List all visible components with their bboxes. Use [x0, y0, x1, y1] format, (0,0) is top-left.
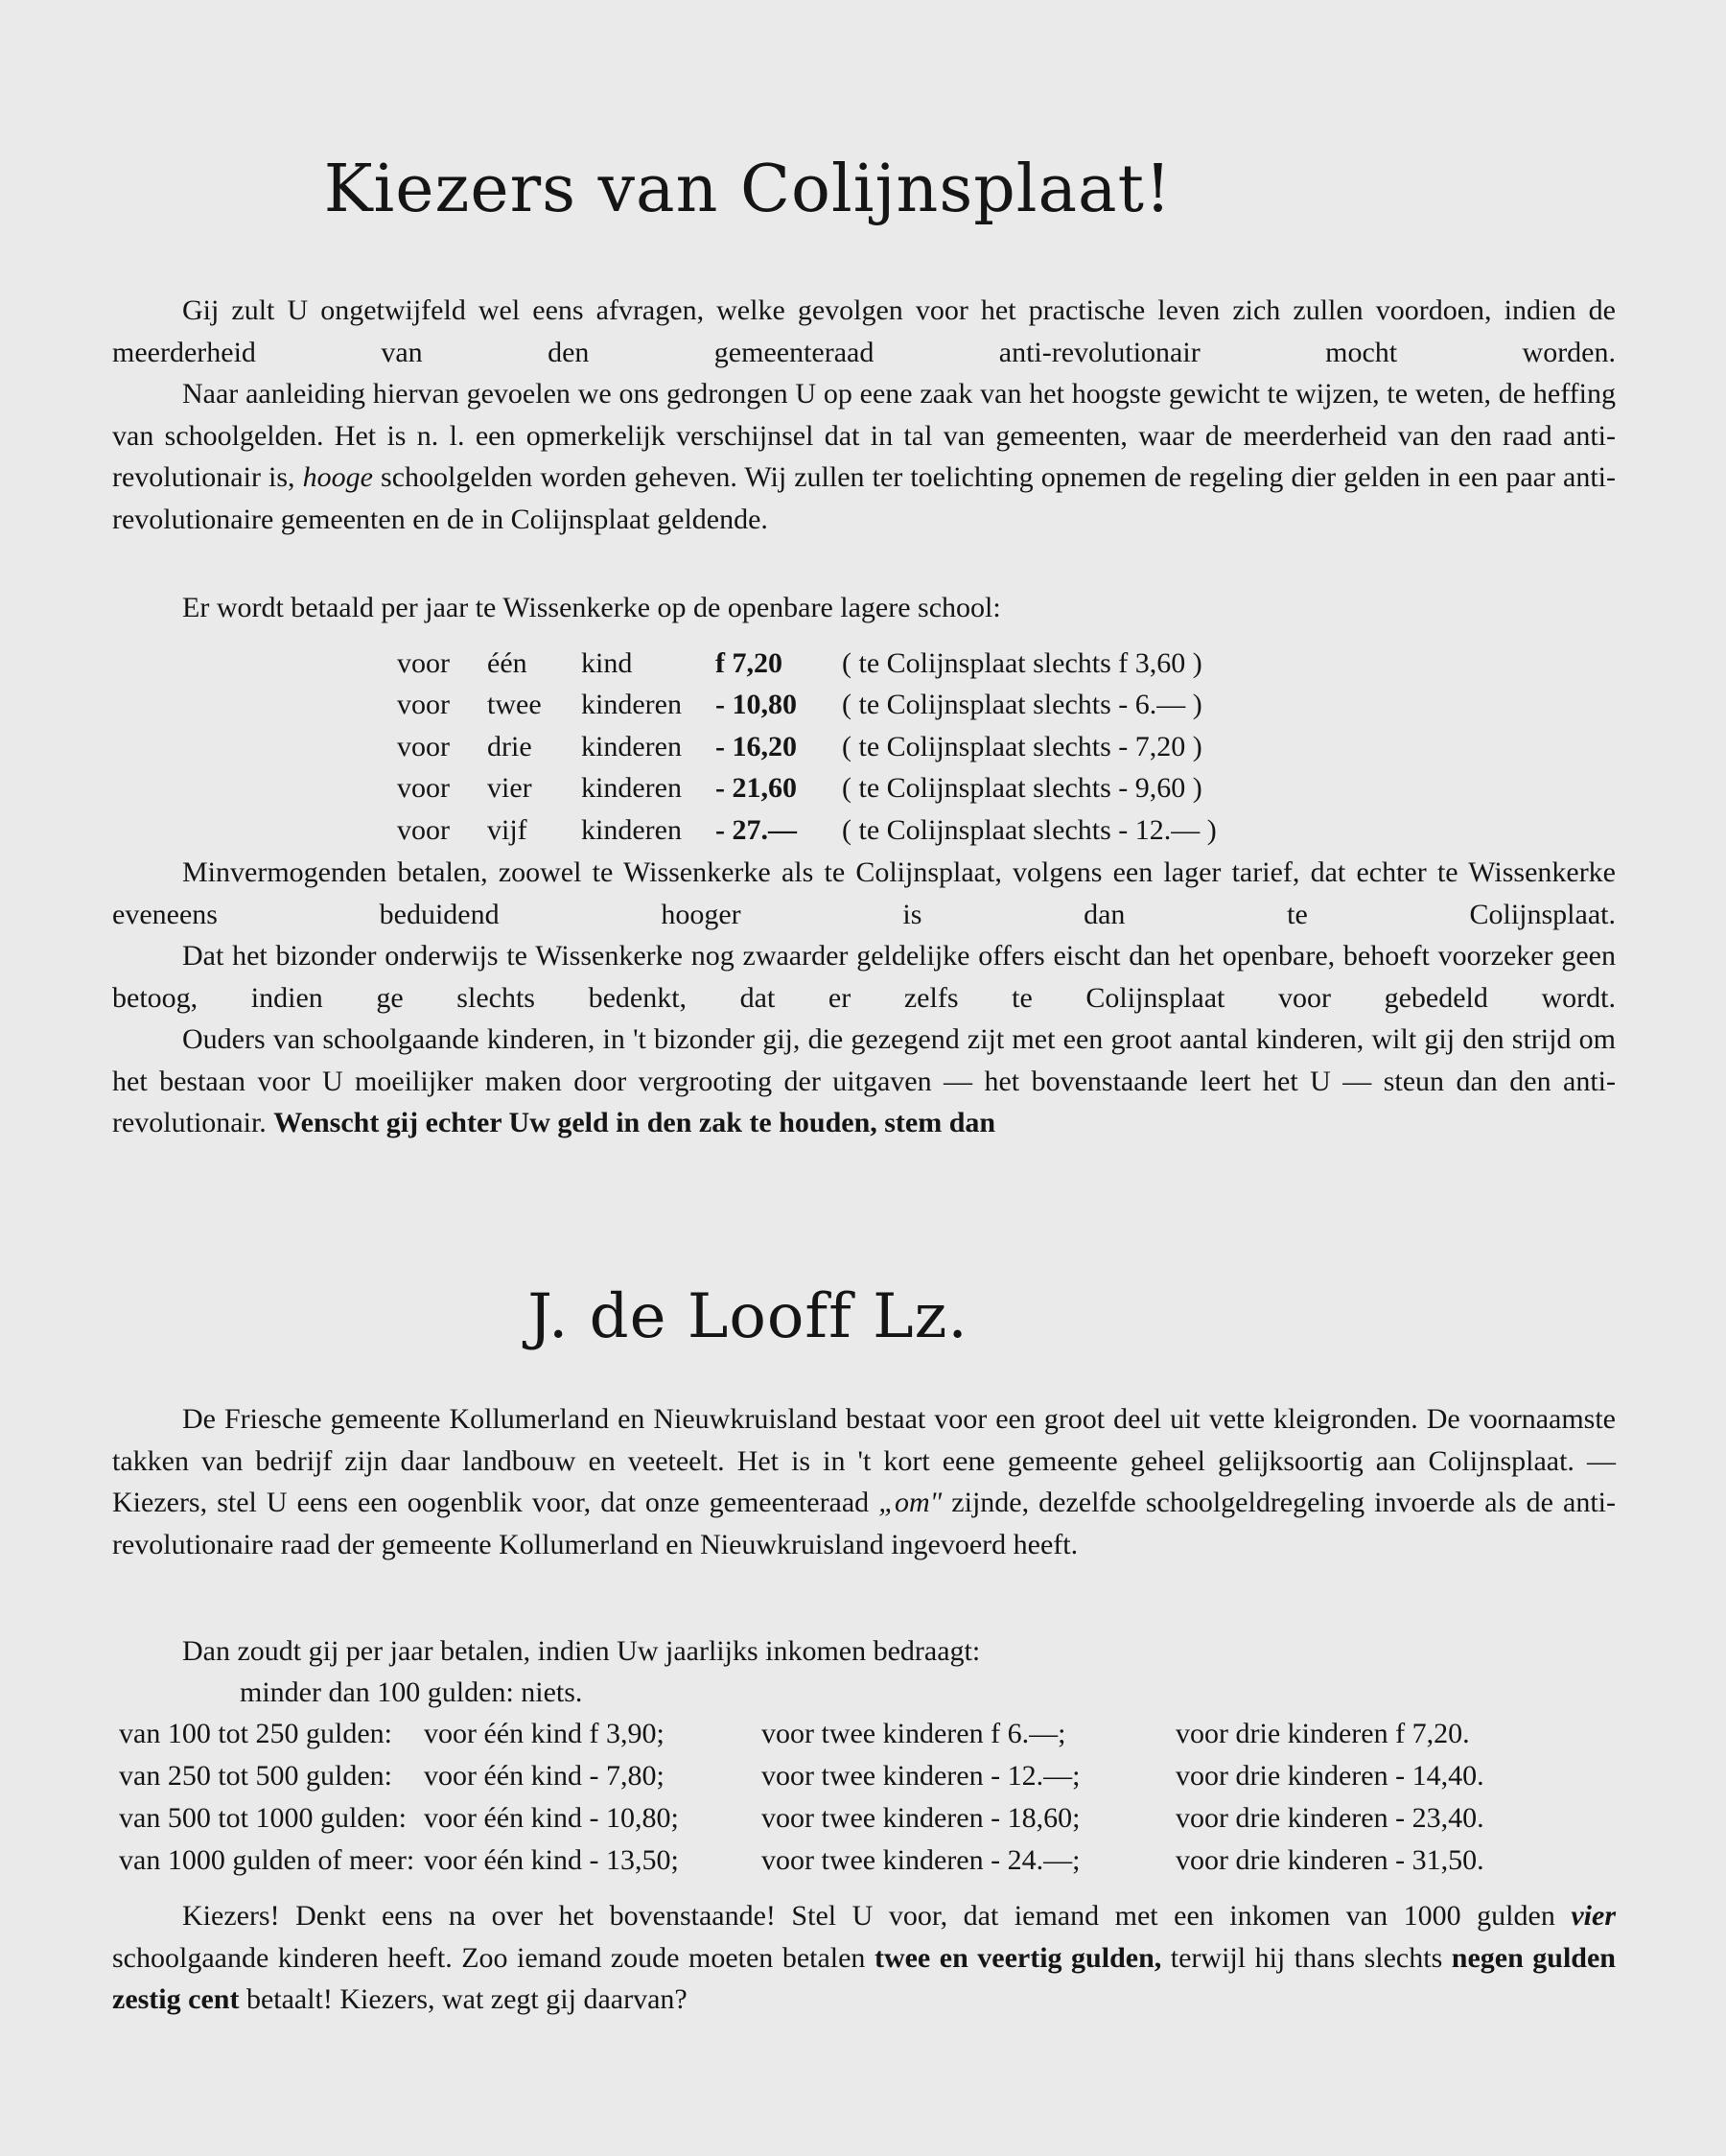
income-row	[119, 1840, 1619, 1882]
kollum-text: zijnde, dezelfde schoolgeldregeling invoerde als de anti-revolutionaire raad der gemeente Kollumerland en Nieuwkruisland ingevoerd heeft.	[112, 1487, 1616, 1560]
fees-cell-c3: kind	[581, 646, 633, 679]
final-section	[112, 1895, 1616, 2021]
final-text: schoolgaande kinderen heeft. Zoo iemand zoude moeten betalen	[112, 1941, 866, 1974]
bold-call-to-action: Wenscht gij echter Uw geld in den zak te houden, stem dan	[273, 1107, 996, 1138]
fees-cell-amount: - 21,60	[715, 772, 797, 805]
fees-row	[397, 643, 1360, 685]
income-cell-three: voor drie kinderen - 23,40.	[1176, 1802, 1484, 1834]
income-lead-text: Dan zoudt gij per jaar betalen, indien Uw jaarlijks inkomen bedraagt:	[182, 1635, 981, 1667]
fees-row	[397, 726, 1360, 768]
fees-table	[397, 643, 1360, 852]
emphasis-text: „om"	[878, 1487, 943, 1518]
income-row	[119, 1797, 1619, 1840]
mid-paragraph-1: Minvermogenden betalen, zoowel te Wissenkerke als te Colijnsplaat, volgens een lager tarief, dat echter te Wissenkerke eveneens beduidend hooger is dan te Colijnsplaat.	[112, 856, 1616, 930]
income-lead	[112, 1630, 1616, 1673]
fees-cell-compare: ( te Colijnsplaat slechts - 6.— )	[842, 689, 1202, 721]
emphasis-text: hooge	[302, 461, 373, 493]
mid-paragraph-3	[112, 1019, 1616, 1144]
fees-row	[397, 809, 1360, 852]
fees-cell-amount: - 16,20	[715, 730, 797, 762]
final-text: terwijl hij thans slechts	[1170, 1941, 1443, 1974]
fees-lead	[112, 587, 1616, 629]
bold-amount: negen gulden zestig cent	[112, 1941, 1616, 2015]
fees-cell-amount: f 7,20	[715, 646, 782, 679]
intro-section	[112, 290, 1616, 540]
mid-paragraph-2: Dat het bizonder onderwijs te Wissenkerke nog zwaarder geldelijke offers eischt dan het openbare, behoeft voorzeker geen betoog, indien ge slechts bedenkt, dat er zelfs te Colijnsplaat voor gebedeld wordt.	[112, 940, 1616, 1014]
fees-cell-c2: één	[487, 646, 527, 679]
intro-paragraph-2	[112, 373, 1616, 540]
fees-cell-c3: kinderen	[581, 730, 682, 762]
fees-cell-c1: voor	[397, 730, 450, 762]
fees-cell-compare: ( te Colijnsplaat slechts f 3,60 )	[842, 646, 1202, 679]
fees-cell-c2: twee	[487, 689, 542, 721]
income-cell-one: voor één kind - 13,50;	[424, 1844, 679, 1876]
fees-row	[397, 685, 1360, 727]
income-cell-three: voor drie kinderen f 7,20.	[1176, 1718, 1470, 1749]
fees-cell-c3: kinderen	[581, 772, 682, 805]
kollum-text: De Friesche gemeente Kollumerland en Nieuwkruisland bestaat voor een groot deel uit vette kleigronden. De voornaamste takken van bedrijf zijn daar landbouw en veeteelt. Het is in 't kort eene gemeente geheel gelijksoortig aan Colijnsplaat. — Kiezers, stel U eens een oogenblik voor, dat onze gemeenteraad	[112, 1403, 1616, 1518]
intro-text: schoolgelden worden geheven. Wij zullen ter toelichting opnemen de regeling dier gelden in een paar anti-revolutionaire gemeenten en de in Colijnsplaat geldende.	[112, 461, 1616, 535]
intro-text: Naar aanleiding hiervan gevoelen we ons gedrongen U op eene zaak van het hoogste gewicht te wijzen, te weten, de heffing van schoolgelden. Het is n. l. een opmerkelijk verschijnsel dat in tal van gemeenten, waar de meerderheid van den raad anti-revolutionair is,	[112, 378, 1616, 493]
income-cell-two: voor twee kinderen f 6.—;	[761, 1718, 1066, 1749]
fees-cell-c1: voor	[397, 772, 450, 805]
income-cell-two: voor twee kinderen - 24.—;	[761, 1844, 1081, 1876]
fees-cell-c3: kinderen	[581, 813, 682, 846]
emphasis-text: vier	[1571, 1900, 1616, 1932]
income-cell-three: voor drie kinderen - 14,40.	[1176, 1760, 1484, 1792]
fees-cell-c1: voor	[397, 813, 450, 846]
income-table	[119, 1713, 1619, 1882]
fees-cell-c1: voor	[397, 689, 450, 721]
bold-amount: twee en veertig gulden,	[874, 1941, 1162, 1974]
income-cell-one: voor één kind f 3,90;	[424, 1718, 665, 1749]
final-text: betaalt! Kiezers, wat zegt gij daarvan?	[245, 1983, 688, 2015]
fees-cell-amount: - 10,80	[715, 689, 797, 721]
fees-cell-c3: kinderen	[581, 689, 682, 721]
fees-cell-amount: - 27.—	[715, 813, 797, 846]
candidate-name: J. de Looff Lz.	[527, 1281, 968, 1352]
page-title: Kiezers van Colijnsplaat!	[323, 152, 1173, 227]
kollumerland-section	[112, 1398, 1616, 1565]
fees-cell-compare: ( te Colijnsplaat slechts - 9,60 )	[842, 772, 1202, 805]
income-cell-one: voor één kind - 10,80;	[424, 1802, 679, 1834]
fees-cell-c2: vier	[487, 772, 532, 805]
fees-cell-c2: drie	[487, 730, 532, 762]
fees-cell-compare: ( te Colijnsplaat slechts - 12.— )	[842, 813, 1217, 846]
income-row	[119, 1713, 1619, 1755]
intro-paragraph-1: Gij zult U ongetwijfeld wel eens afvragen, welke gevolgen voor het practische leven zich zullen voordoen, indien de meerderheid van den gemeenteraad anti-revolutionair mocht worden.	[112, 294, 1616, 368]
fees-cell-c2: vijf	[487, 813, 527, 846]
income-cell-one: voor één kind - 7,80;	[424, 1760, 665, 1792]
fees-lead-text: Er wordt betaald per jaar te Wissenkerke op de openbare lagere school:	[182, 592, 1001, 623]
income-cell-range: van 250 tot 500 gulden:	[119, 1760, 392, 1792]
income-cell-range: van 100 tot 250 gulden:	[119, 1718, 392, 1749]
income-cell-two: voor twee kinderen - 12.—;	[761, 1760, 1081, 1792]
income-cell-range: van 500 tot 1000 gulden:	[119, 1802, 407, 1834]
middle-section	[112, 852, 1616, 1144]
kollum-paragraph	[112, 1398, 1616, 1565]
income-none-row: minder dan 100 gulden: niets.	[240, 1676, 583, 1708]
income-row	[119, 1755, 1619, 1797]
final-text: Kiezers! Denkt eens na over het bovenstaande! Stel U voor, dat iemand met een inkomen van 1000 gulden	[182, 1900, 1555, 1932]
income-cell-three: voor drie kinderen - 31,50.	[1176, 1844, 1484, 1876]
final-paragraph	[112, 1895, 1616, 2021]
fees-row	[397, 768, 1360, 810]
fees-cell-compare: ( te Colijnsplaat slechts - 7,20 )	[842, 730, 1202, 762]
fees-cell-c1: voor	[397, 646, 450, 679]
income-cell-two: voor twee kinderen - 18,60;	[761, 1802, 1081, 1834]
income-cell-range: van 1000 gulden of meer:	[119, 1844, 415, 1876]
mid-text: Ouders van schoolgaande kinderen, in 't bizonder gij, die gezegend zijt met een groot aantal kinderen, wilt gij den strijd om het bestaan voor U moeilijker maken door vergrooting der uitgaven — het bovenstaande leert het U — steun dan den anti-revolutionair.	[112, 1023, 1616, 1138]
